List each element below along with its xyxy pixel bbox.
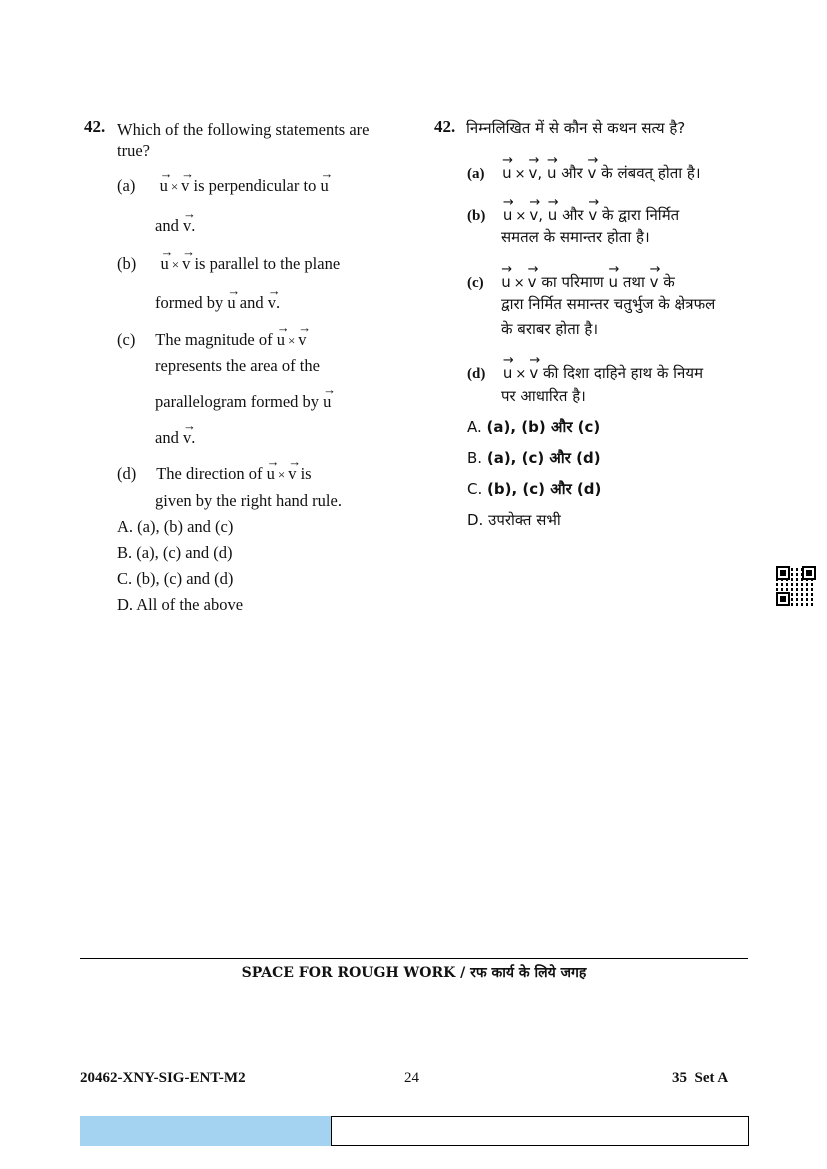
option-b-hi[interactable] (467, 448, 601, 479)
period: . (275, 293, 281, 312)
statement-text: and (239, 293, 264, 312)
footer-box (331, 1116, 749, 1146)
cross-symbol: × (515, 209, 527, 224)
vector-u: → u (503, 358, 513, 379)
statement-b-en-cont (155, 288, 280, 313)
option-text: All of the above (136, 595, 244, 614)
paper-code: 20462-XNY-SIG-ENT-M2 (80, 1070, 246, 1086)
statement-label: (a) (467, 166, 485, 182)
vector-u: → u (548, 200, 558, 221)
footer-color-bar (80, 1116, 331, 1146)
statement-text: parallelogram formed by (155, 392, 320, 411)
statement-text: The direction of (156, 464, 263, 483)
cross-symbol: × (514, 167, 526, 182)
option-label: D. (467, 511, 484, 529)
statement-label: (c) (467, 275, 484, 291)
option-c-hi[interactable] (467, 479, 601, 510)
option-label: D. (117, 595, 134, 614)
question-number-hi: 42. (434, 117, 456, 136)
statement-c-line3 (155, 387, 331, 412)
option-text: (a), (b) और (c) (486, 418, 601, 436)
statement-text: और (562, 206, 584, 224)
vector-v: → v (298, 325, 306, 346)
option-d-en[interactable] (117, 594, 243, 620)
statement-b-en (117, 249, 340, 275)
statement-label: (a) (117, 176, 136, 195)
statement-d-en (117, 459, 312, 485)
statement-label: (b) (117, 254, 137, 273)
option-label: C. (117, 569, 133, 588)
question-number-en: 42. (84, 117, 106, 136)
set-label: 35 Set A (672, 1070, 729, 1086)
vector-v: → v (588, 200, 597, 221)
question-line-1: Which of the following statements are (117, 120, 370, 139)
option-label: C. (467, 480, 483, 498)
cross-symbol: × (171, 257, 180, 272)
statement-c-line2: represents the area of the (155, 356, 320, 375)
vector-u: → u (160, 171, 168, 192)
rough-work-label: SPACE FOR ROUGH WORK / रफ कार्य के लिये जगह (241, 965, 587, 981)
statement-text: के (663, 273, 675, 291)
statement-text: is (300, 464, 312, 483)
cross-symbol: × (277, 467, 286, 482)
statement-text: and (155, 428, 179, 447)
statement-text: is perpendicular to (193, 176, 317, 195)
option-c-en[interactable] (117, 568, 243, 594)
statement-a-en-cont (155, 211, 195, 236)
statement-c-hi-line3: के बराबर होता है। (501, 320, 599, 338)
statement-text: के द्वारा निर्मित (602, 206, 680, 224)
vector-u: → u (609, 267, 619, 288)
vector-u: → u (277, 325, 285, 346)
question-text-hi: निम्नलिखित में से कौन से कथन सत्य है? (466, 119, 686, 137)
statement-label: (d) (117, 464, 137, 483)
vector-u: → u (502, 158, 512, 179)
comma: , (537, 164, 543, 182)
statement-label: (b) (467, 208, 486, 224)
option-text: (b), (c) और (d) (487, 480, 602, 498)
statement-d-hi-line2: पर आधारित है। (501, 387, 586, 405)
cross-symbol: × (170, 179, 179, 194)
statement-label: (d) (467, 366, 486, 382)
vector-u: → u (501, 267, 511, 288)
statement-c-hi (467, 267, 675, 294)
vector-u: → u (161, 249, 169, 270)
statement-text: तथा (622, 273, 645, 291)
option-text: (b), (c) and (d) (136, 569, 234, 588)
option-d-hi[interactable] (467, 510, 601, 541)
period: . (191, 216, 196, 235)
qr-code-icon (776, 566, 816, 606)
statement-label: (c) (117, 330, 136, 349)
statement-d-hi (467, 358, 703, 385)
vector-u: → u (503, 200, 513, 221)
page-number: 24 (404, 1070, 419, 1086)
vector-v: → v (181, 171, 189, 192)
comma: , (538, 206, 543, 224)
statement-text: और (561, 164, 583, 182)
option-b-en[interactable] (117, 542, 243, 568)
option-text: (a), (c) and (d) (136, 543, 233, 562)
question-line-2: true? (117, 141, 150, 160)
vector-u: → u (227, 288, 235, 309)
statement-a-en (117, 171, 329, 197)
vector-v: → v (528, 267, 537, 288)
rough-work-divider (80, 958, 748, 959)
question-text-en (117, 119, 369, 161)
statement-c-en (117, 325, 307, 351)
vector-v: → v (528, 158, 537, 179)
vector-u: → u (547, 158, 557, 179)
cross-symbol: × (515, 367, 527, 382)
vector-v: → v (288, 459, 296, 480)
statement-text: The magnitude of (155, 330, 273, 349)
option-a-hi[interactable] (467, 417, 601, 448)
vector-u: → u (323, 387, 331, 408)
options-hi (467, 417, 601, 541)
cross-symbol: × (287, 333, 296, 348)
statement-text: is parallel to the plane (194, 254, 341, 273)
statement-c-hi-line2: द्वारा निर्मित समान्तर चतुर्भुज के क्षेत्रफल (501, 295, 716, 313)
statement-text: and (155, 216, 179, 235)
statement-text: का परिमाण (541, 273, 604, 291)
vector-u: → u (320, 171, 328, 192)
vector-v: → v (183, 211, 191, 232)
period: . (191, 428, 196, 447)
statement-b-hi-line2: समतल के समान्तर होता है। (501, 228, 650, 246)
option-label: B. (467, 449, 483, 467)
vector-v: → v (588, 158, 597, 179)
vector-v: → v (268, 288, 276, 309)
statement-c-line4 (155, 423, 195, 448)
vector-v: → v (183, 423, 191, 444)
statement-text: की दिशा दाहिने हाथ के नियम (543, 364, 704, 382)
option-text: उपरोक्त सभी (488, 511, 561, 529)
vector-v: → v (529, 200, 538, 221)
vector-v: → v (650, 267, 659, 288)
vector-v: → v (529, 358, 538, 379)
vector-v: → v (182, 249, 190, 270)
statement-d-line2: given by the right hand rule. (155, 491, 342, 510)
statement-text: के लंबवत् होता है। (601, 164, 701, 182)
statement-b-hi (467, 200, 679, 227)
statement-a-hi (467, 158, 701, 185)
option-label: A. (467, 418, 482, 436)
statement-text: formed by (155, 293, 224, 312)
option-a-en[interactable] (117, 516, 243, 542)
options-en (117, 516, 243, 620)
option-label: A. (117, 517, 134, 536)
option-text: (a), (c) और (d) (486, 449, 601, 467)
vector-u: → u (267, 459, 275, 480)
option-label: B. (117, 543, 133, 562)
option-text: (a), (b) and (c) (137, 517, 234, 536)
cross-symbol: × (513, 276, 525, 291)
